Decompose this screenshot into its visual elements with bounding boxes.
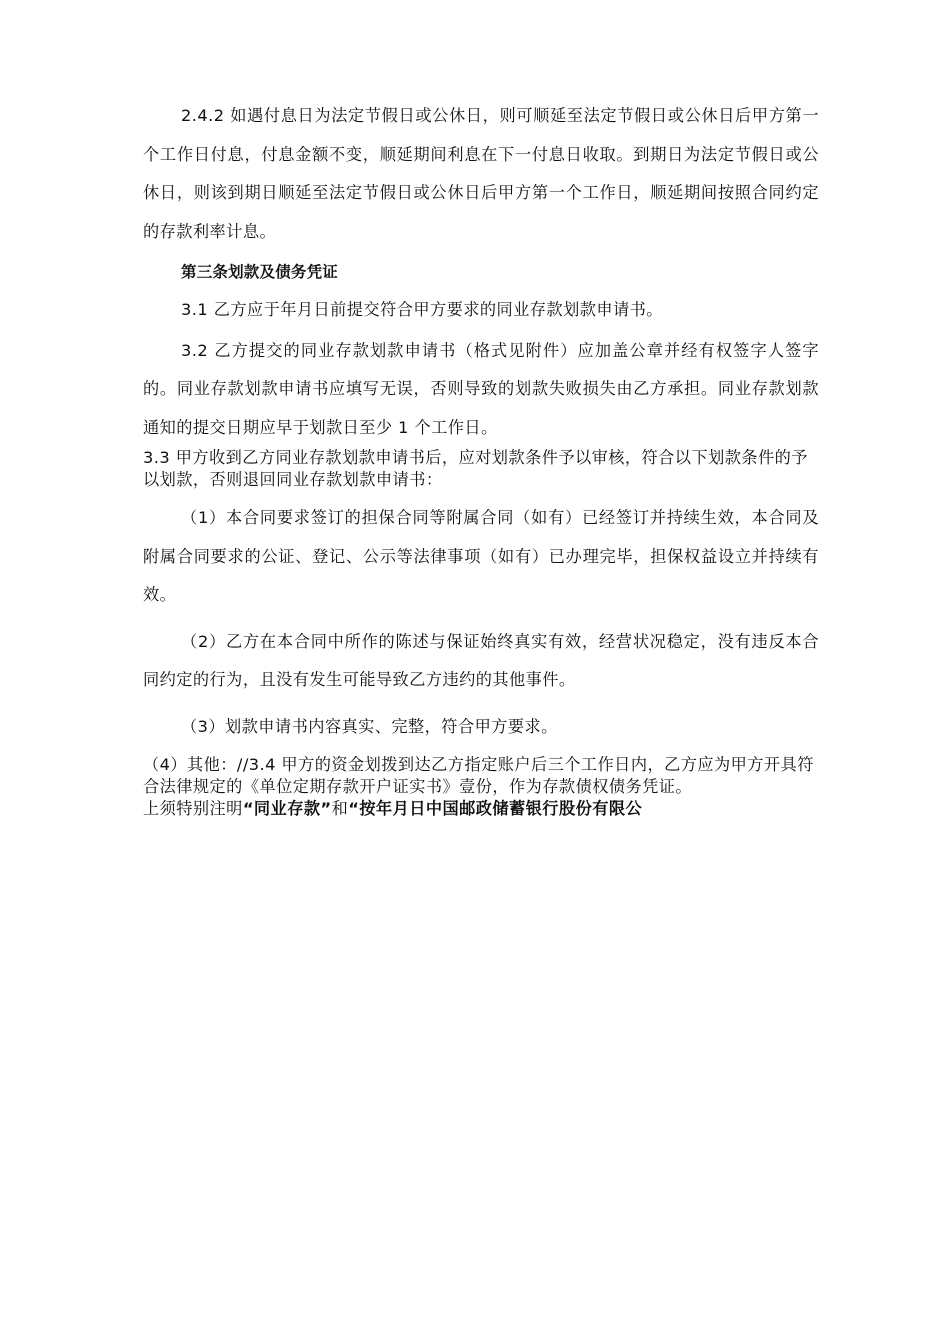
condition-item-3: （3）划款申请书内容真实、完整，符合甲方要求。 (181, 716, 558, 736)
clause-3-1: 3.1 乙方应于年月日前提交符合甲方要求的同业存款划款申请书。 (181, 300, 663, 319)
note-bold-interbank: “同业存款” (242, 799, 332, 818)
article-3-heading: 第三条划款及债务凭证 (181, 263, 339, 281)
condition-item-1: （1）本合同要求签订的担保合同等附属合同（如有）已经签订并持续生效，本合同及附属合同要求的公证、登记、公示等法律事项（如有）已办理完毕，担保权益设立并持续有效。 (143, 508, 819, 604)
clause-3-3: 3.3 甲方收到乙方同业存款划款申请书后，应对划款条件予以审核，符合以下划款条件的予以划款，否则退回同业存款划款申请书： (143, 448, 808, 489)
note-bold-bank-name: “按年月日中国邮政储蓄银行股份有限公 (348, 799, 643, 818)
deposit-certificate-note (143, 798, 819, 820)
note-prefix: 上须特别注明 (143, 799, 243, 818)
document-body (143, 97, 819, 820)
condition-item-2: （2）乙方在本合同中所作的陈述与保证始终真实有效，经营状况稳定，没有违反本合同约定的行为，且没有发生可能导致乙方违约的其他事件。 (143, 631, 819, 689)
note-conjunction: 和 (331, 799, 349, 818)
clause-3-2: 3.2 乙方提交的同业存款划款申请书（格式见附件）应加盖公章并经有权签字人签字的。同业存款划款申请书应填写无误，否则导致的划款失败损失由乙方承担。同业存款划款通知的提交日期应早于划款日至少 1 个工作日。 (143, 340, 819, 437)
condition-item-4-and-clause-3-4: （4）其他：//3.4 甲方的资金划拨到达乙方指定账户后三个工作日内，乙方应为甲方开具符合法律规定的《单位定期存款开户证实书》壹份，作为存款债权债务凭证。 (143, 755, 814, 796)
clause-2-4-2: 2.4.2 如遇付息日为法定节假日或公休日，则可顺延至法定节假日或公休日后甲方第一个工作日付息，付息金额不变，顺延期间利息在下一付息日收取。到期日为法定节假日或公休日，则该到期日顺延至法定节假日或公休日后甲方第一个工作日，顺延期间按照合同约定的存款利率计息。 (143, 106, 819, 241)
